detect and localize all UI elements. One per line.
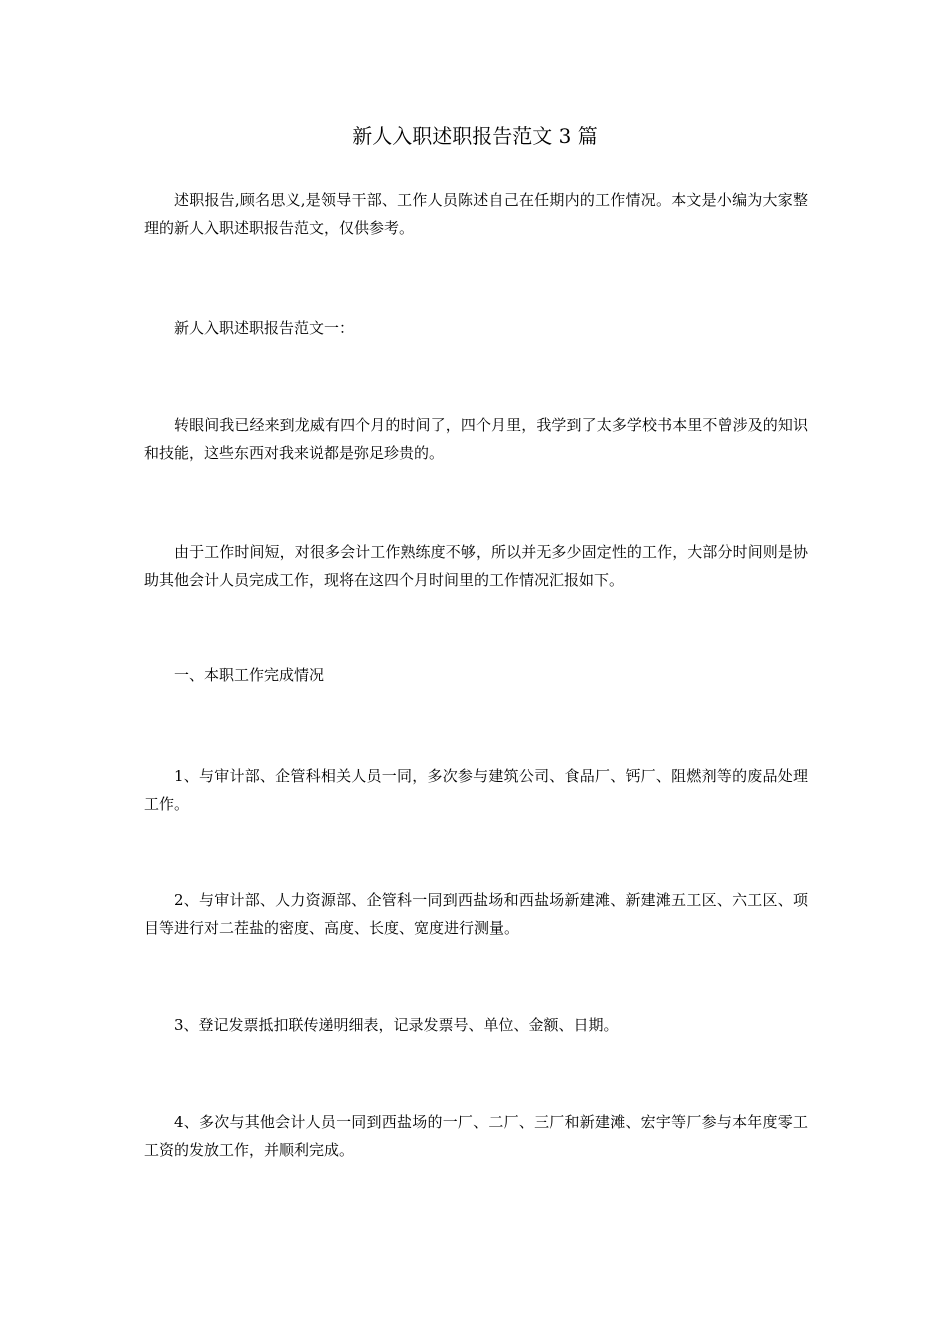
paragraph-work-summary: 由于工作时间短，对很多会计工作熟练度不够，所以并无多少固定性的工作，大部分时间则是协助其他会计人员完成工作，现将在这四个月时间里的工作情况汇报如下。 bbox=[144, 543, 808, 589]
document-title: 新人入职述职报告范文 3 篇 bbox=[352, 124, 598, 148]
section-heading-duties: 一、本职工作完成情况 bbox=[174, 666, 325, 684]
list-item-4: 4、多次与其他会计人员一同到西盐场的一厂、二厂、三厂和新建滩、宏宇等厂参与本年度零工工资的发放工作，并顺利完成。 bbox=[144, 1113, 808, 1159]
list-item-1: 1、与审计部、企管科相关人员一同，多次参与建筑公司、食品厂、钙厂、阻燃剂等的废品处理工作。 bbox=[144, 767, 808, 813]
list-item-3: 3、登记发票抵扣联传递明细表，记录发票号、单位、金额、日期。 bbox=[174, 1016, 619, 1034]
paragraph-four-months: 转眼间我已经来到龙威有四个月的时间了，四个月里，我学到了太多学校书本里不曾涉及的知识和技能，这些东西对我来说都是弥足珍贵的。 bbox=[144, 416, 808, 462]
list-item-2: 2、与审计部、人力资源部、企管科一同到西盐场和西盐场新建滩、新建滩五工区、六工区、项目等进行对二茬盐的密度、高度、长度、宽度进行测量。 bbox=[144, 891, 808, 937]
paragraph-intro: 述职报告,顾名思义,是领导干部、工作人员陈述自己在任期内的工作情况。本文是小编为大家整理的新人入职述职报告范文，仅供参考。 bbox=[144, 191, 808, 237]
section-heading-sample-one: 新人入职述职报告范文一： bbox=[174, 319, 355, 337]
